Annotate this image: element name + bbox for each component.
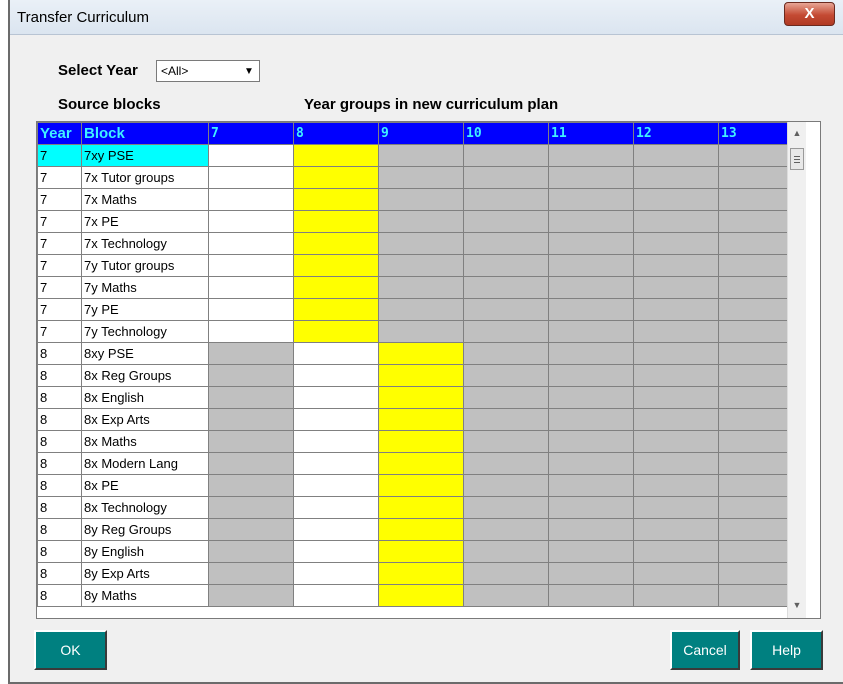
block-cell[interactable]: 8x English (82, 387, 209, 409)
year-group-cell-11[interactable] (549, 409, 634, 431)
table-row[interactable] (38, 167, 804, 189)
year-group-cell-8[interactable] (294, 541, 379, 563)
year-group-cell-11[interactable] (549, 211, 634, 233)
grid-body (38, 145, 804, 607)
grid-header-row (38, 123, 804, 145)
year-group-cell-8[interactable] (294, 167, 379, 189)
block-cell[interactable]: 8y English (82, 541, 209, 563)
table-row[interactable] (38, 475, 804, 497)
year-group-cell-12[interactable] (634, 409, 719, 431)
scroll-down-arrow-icon[interactable]: ▼ (792, 600, 802, 610)
year-group-cell-10[interactable] (464, 497, 549, 519)
year-group-cell-11[interactable] (549, 299, 634, 321)
scroll-up-arrow-icon[interactable]: ▲ (792, 128, 802, 138)
year-cell[interactable]: 8 (38, 387, 82, 409)
year-group-cell-7[interactable] (209, 541, 294, 563)
year-group-cell-9[interactable] (379, 145, 464, 167)
year-group-cell-10[interactable] (464, 343, 549, 365)
year-group-cell-11[interactable] (549, 453, 634, 475)
year-group-cell-8[interactable] (294, 519, 379, 541)
column-header-9: 9 (379, 123, 464, 145)
year-group-cell-9[interactable] (379, 387, 464, 409)
year-group-cell-11[interactable] (549, 497, 634, 519)
year-group-cell-12[interactable] (634, 321, 719, 343)
year-group-cell-7[interactable] (209, 365, 294, 387)
year-cell[interactable]: 8 (38, 343, 82, 365)
year-group-cell-9[interactable] (379, 233, 464, 255)
block-cell[interactable]: 7x PE (82, 211, 209, 233)
column-header-7: 7 (209, 123, 294, 145)
year-group-cell-9[interactable] (379, 167, 464, 189)
table-row[interactable] (38, 563, 804, 585)
table-row[interactable] (38, 299, 804, 321)
column-header-8: 8 (294, 123, 379, 145)
block-cell[interactable]: 8y Exp Arts (82, 563, 209, 585)
year-group-cell-10[interactable] (464, 255, 549, 277)
year-group-cell-8[interactable] (294, 343, 379, 365)
year-cell[interactable]: 7 (38, 145, 82, 167)
year-group-cell-10[interactable] (464, 431, 549, 453)
year-cell[interactable]: 7 (38, 255, 82, 277)
year-group-cell-7[interactable] (209, 431, 294, 453)
year-group-cell-7[interactable] (209, 475, 294, 497)
block-cell[interactable]: 7x Tutor groups (82, 167, 209, 189)
year-group-cell-9[interactable] (379, 563, 464, 585)
year-group-cell-11[interactable] (549, 541, 634, 563)
year-group-cell-8[interactable] (294, 453, 379, 475)
year-group-cell-11[interactable] (549, 343, 634, 365)
year-group-cell-8[interactable] (294, 189, 379, 211)
year-group-cell-8[interactable] (294, 255, 379, 277)
table-row[interactable] (38, 453, 804, 475)
block-cell[interactable]: 7x Maths (82, 189, 209, 211)
year-cell[interactable]: 7 (38, 277, 82, 299)
block-cell[interactable]: 7xy PSE (82, 145, 209, 167)
year-group-cell-11[interactable] (549, 519, 634, 541)
year-cell[interactable]: 8 (38, 453, 82, 475)
year-group-cell-8[interactable] (294, 387, 379, 409)
year-group-cell-11[interactable] (549, 233, 634, 255)
year-cell[interactable]: 8 (38, 563, 82, 585)
year-group-cell-11[interactable] (549, 431, 634, 453)
year-group-cell-11[interactable] (549, 585, 634, 607)
table-row[interactable] (38, 541, 804, 563)
year-group-cell-10[interactable] (464, 563, 549, 585)
year-group-cell-8[interactable] (294, 409, 379, 431)
year-cell[interactable]: 8 (38, 497, 82, 519)
year-group-cell-7[interactable] (209, 343, 294, 365)
year-group-cell-10[interactable] (464, 211, 549, 233)
year-group-cell-8[interactable] (294, 299, 379, 321)
year-group-cell-8[interactable] (294, 563, 379, 585)
year-group-cell-12[interactable] (634, 563, 719, 585)
block-cell[interactable]: 8x Maths (82, 431, 209, 453)
year-group-cell-7[interactable] (209, 277, 294, 299)
year-group-cell-9[interactable] (379, 453, 464, 475)
year-group-cell-10[interactable] (464, 585, 549, 607)
year-group-cell-12[interactable] (634, 585, 719, 607)
year-cell[interactable]: 7 (38, 321, 82, 343)
year-group-cell-9[interactable] (379, 277, 464, 299)
year-group-cell-8[interactable] (294, 365, 379, 387)
year-group-cell-12[interactable] (634, 475, 719, 497)
year-group-cell-10[interactable] (464, 409, 549, 431)
select-year-label: Select Year (58, 62, 138, 79)
year-group-cell-7[interactable] (209, 233, 294, 255)
year-group-cell-9[interactable] (379, 189, 464, 211)
year-group-cell-12[interactable] (634, 277, 719, 299)
curriculum-table (37, 122, 804, 607)
window-title: Transfer Curriculum (17, 9, 149, 26)
year-group-cell-9[interactable] (379, 497, 464, 519)
table-row[interactable] (38, 211, 804, 233)
year-group-cell-11[interactable] (549, 321, 634, 343)
year-group-cell-7[interactable] (209, 585, 294, 607)
year-group-cell-12[interactable] (634, 365, 719, 387)
year-group-cell-11[interactable] (549, 365, 634, 387)
block-cell[interactable]: 8x Technology (82, 497, 209, 519)
year-group-cell-11[interactable] (549, 167, 634, 189)
year-group-cell-10[interactable] (464, 277, 549, 299)
year-group-cell-11[interactable] (549, 387, 634, 409)
column-header-11: 11 (549, 123, 634, 145)
year-cell[interactable]: 8 (38, 541, 82, 563)
year-group-cell-9[interactable] (379, 211, 464, 233)
table-row[interactable] (38, 145, 804, 167)
column-header-10: 10 (464, 123, 549, 145)
block-cell[interactable]: 8y Maths (82, 585, 209, 607)
year-group-cell-9[interactable] (379, 519, 464, 541)
table-row[interactable] (38, 585, 804, 607)
year-cell[interactable]: 7 (38, 299, 82, 321)
year-cell[interactable]: 8 (38, 365, 82, 387)
year-group-cell-11[interactable] (549, 277, 634, 299)
year-group-cell-10[interactable] (464, 453, 549, 475)
year-group-cell-8[interactable] (294, 211, 379, 233)
vertical-scrollbar[interactable] (787, 122, 806, 618)
year-group-cell-9[interactable] (379, 409, 464, 431)
source-blocks-heading: Source blocks (58, 96, 161, 113)
year-group-cell-8[interactable] (294, 431, 379, 453)
year-group-cell-12[interactable] (634, 189, 719, 211)
cancel-button[interactable]: Cancel (670, 630, 740, 670)
table-row[interactable] (38, 321, 804, 343)
block-cell[interactable]: 8x Reg Groups (82, 365, 209, 387)
year-group-cell-7[interactable] (209, 453, 294, 475)
year-group-cell-7[interactable] (209, 563, 294, 585)
year-group-cell-10[interactable] (464, 189, 549, 211)
year-group-cell-10[interactable] (464, 233, 549, 255)
table-row[interactable] (38, 519, 804, 541)
year-cell[interactable]: 8 (38, 409, 82, 431)
block-cell[interactable]: 8x Exp Arts (82, 409, 209, 431)
chevron-down-icon[interactable]: ▼ (244, 65, 254, 77)
year-group-cell-12[interactable] (634, 167, 719, 189)
curriculum-grid[interactable] (36, 121, 821, 619)
year-group-cell-10[interactable] (464, 387, 549, 409)
year-group-cell-7[interactable] (209, 211, 294, 233)
title-bar (10, 0, 843, 35)
year-group-cell-11[interactable] (549, 255, 634, 277)
year-group-cell-9[interactable] (379, 585, 464, 607)
year-group-cell-7[interactable] (209, 321, 294, 343)
year-group-cell-8[interactable] (294, 233, 379, 255)
year-group-cell-9[interactable] (379, 475, 464, 497)
year-group-cell-9[interactable] (379, 541, 464, 563)
year-group-cell-11[interactable] (549, 563, 634, 585)
table-row[interactable] (38, 387, 804, 409)
block-cell[interactable]: 8xy PSE (82, 343, 209, 365)
year-group-cell-12[interactable] (634, 431, 719, 453)
year-cell[interactable]: 7 (38, 233, 82, 255)
ok-button[interactable]: OK (34, 630, 107, 670)
year-group-cell-8[interactable] (294, 145, 379, 167)
table-row[interactable] (38, 255, 804, 277)
year-group-cell-9[interactable] (379, 365, 464, 387)
year-group-cell-7[interactable] (209, 409, 294, 431)
year-group-cell-8[interactable] (294, 277, 379, 299)
column-header-block: Block (82, 123, 209, 145)
year-group-cell-8[interactable] (294, 497, 379, 519)
year-group-cell-10[interactable] (464, 541, 549, 563)
year-cell[interactable]: 8 (38, 585, 82, 607)
year-cell[interactable]: 7 (38, 211, 82, 233)
year-group-cell-7[interactable] (209, 387, 294, 409)
table-row[interactable] (38, 497, 804, 519)
year-groups-heading: Year groups in new curriculum plan (304, 96, 559, 113)
year-group-cell-7[interactable] (209, 167, 294, 189)
column-header-12: 12 (634, 123, 719, 145)
year-group-cell-7[interactable] (209, 189, 294, 211)
table-row[interactable] (38, 409, 804, 431)
select-year-dropdown[interactable] (156, 60, 260, 82)
year-group-cell-12[interactable] (634, 387, 719, 409)
year-group-cell-10[interactable] (464, 145, 549, 167)
year-group-cell-10[interactable] (464, 299, 549, 321)
year-group-cell-7[interactable] (209, 255, 294, 277)
year-group-cell-10[interactable] (464, 321, 549, 343)
block-cell[interactable]: 7x Technology (82, 233, 209, 255)
year-cell[interactable]: 7 (38, 167, 82, 189)
table-row[interactable] (38, 189, 804, 211)
block-cell[interactable]: 7y Technology (82, 321, 209, 343)
year-group-cell-10[interactable] (464, 365, 549, 387)
year-cell[interactable]: 8 (38, 519, 82, 541)
year-group-cell-12[interactable] (634, 233, 719, 255)
table-row[interactable] (38, 277, 804, 299)
year-group-cell-12[interactable] (634, 497, 719, 519)
year-group-cell-8[interactable] (294, 475, 379, 497)
year-group-cell-7[interactable] (209, 145, 294, 167)
block-cell[interactable]: 7y Maths (82, 277, 209, 299)
year-group-cell-10[interactable] (464, 519, 549, 541)
year-cell[interactable]: 7 (38, 189, 82, 211)
year-cell[interactable]: 8 (38, 431, 82, 453)
year-group-cell-12[interactable] (634, 541, 719, 563)
block-cell[interactable]: 8x Modern Lang (82, 453, 209, 475)
block-cell[interactable]: 8y Reg Groups (82, 519, 209, 541)
year-group-cell-7[interactable] (209, 519, 294, 541)
year-group-cell-9[interactable] (379, 321, 464, 343)
block-cell[interactable]: 7y PE (82, 299, 209, 321)
table-row[interactable] (38, 431, 804, 453)
year-group-cell-12[interactable] (634, 145, 719, 167)
year-group-cell-10[interactable] (464, 167, 549, 189)
year-group-cell-12[interactable] (634, 211, 719, 233)
table-row[interactable] (38, 365, 804, 387)
close-button[interactable]: X (784, 2, 835, 26)
year-group-cell-9[interactable] (379, 299, 464, 321)
year-group-cell-9[interactable] (379, 255, 464, 277)
year-group-cell-11[interactable] (549, 145, 634, 167)
year-group-cell-8[interactable] (294, 585, 379, 607)
year-group-cell-12[interactable] (634, 519, 719, 541)
year-group-cell-12[interactable] (634, 299, 719, 321)
year-group-cell-9[interactable] (379, 343, 464, 365)
column-header-13: 13 (719, 123, 804, 145)
table-row[interactable] (38, 233, 804, 255)
year-cell[interactable]: 8 (38, 475, 82, 497)
year-group-cell-12[interactable] (634, 453, 719, 475)
year-group-cell-11[interactable] (549, 189, 634, 211)
year-group-cell-7[interactable] (209, 497, 294, 519)
year-group-cell-10[interactable] (464, 475, 549, 497)
select-year-value: <All> (161, 64, 189, 78)
year-group-cell-7[interactable] (209, 299, 294, 321)
block-cell[interactable]: 7y Tutor groups (82, 255, 209, 277)
year-group-cell-12[interactable] (634, 343, 719, 365)
column-header-year: Year (38, 123, 82, 145)
block-cell[interactable]: 8x PE (82, 475, 209, 497)
year-group-cell-11[interactable] (549, 475, 634, 497)
year-group-cell-12[interactable] (634, 255, 719, 277)
help-button[interactable]: Help (750, 630, 823, 670)
year-group-cell-9[interactable] (379, 431, 464, 453)
year-group-cell-8[interactable] (294, 321, 379, 343)
table-row[interactable] (38, 343, 804, 365)
scroll-thumb[interactable] (790, 148, 804, 170)
